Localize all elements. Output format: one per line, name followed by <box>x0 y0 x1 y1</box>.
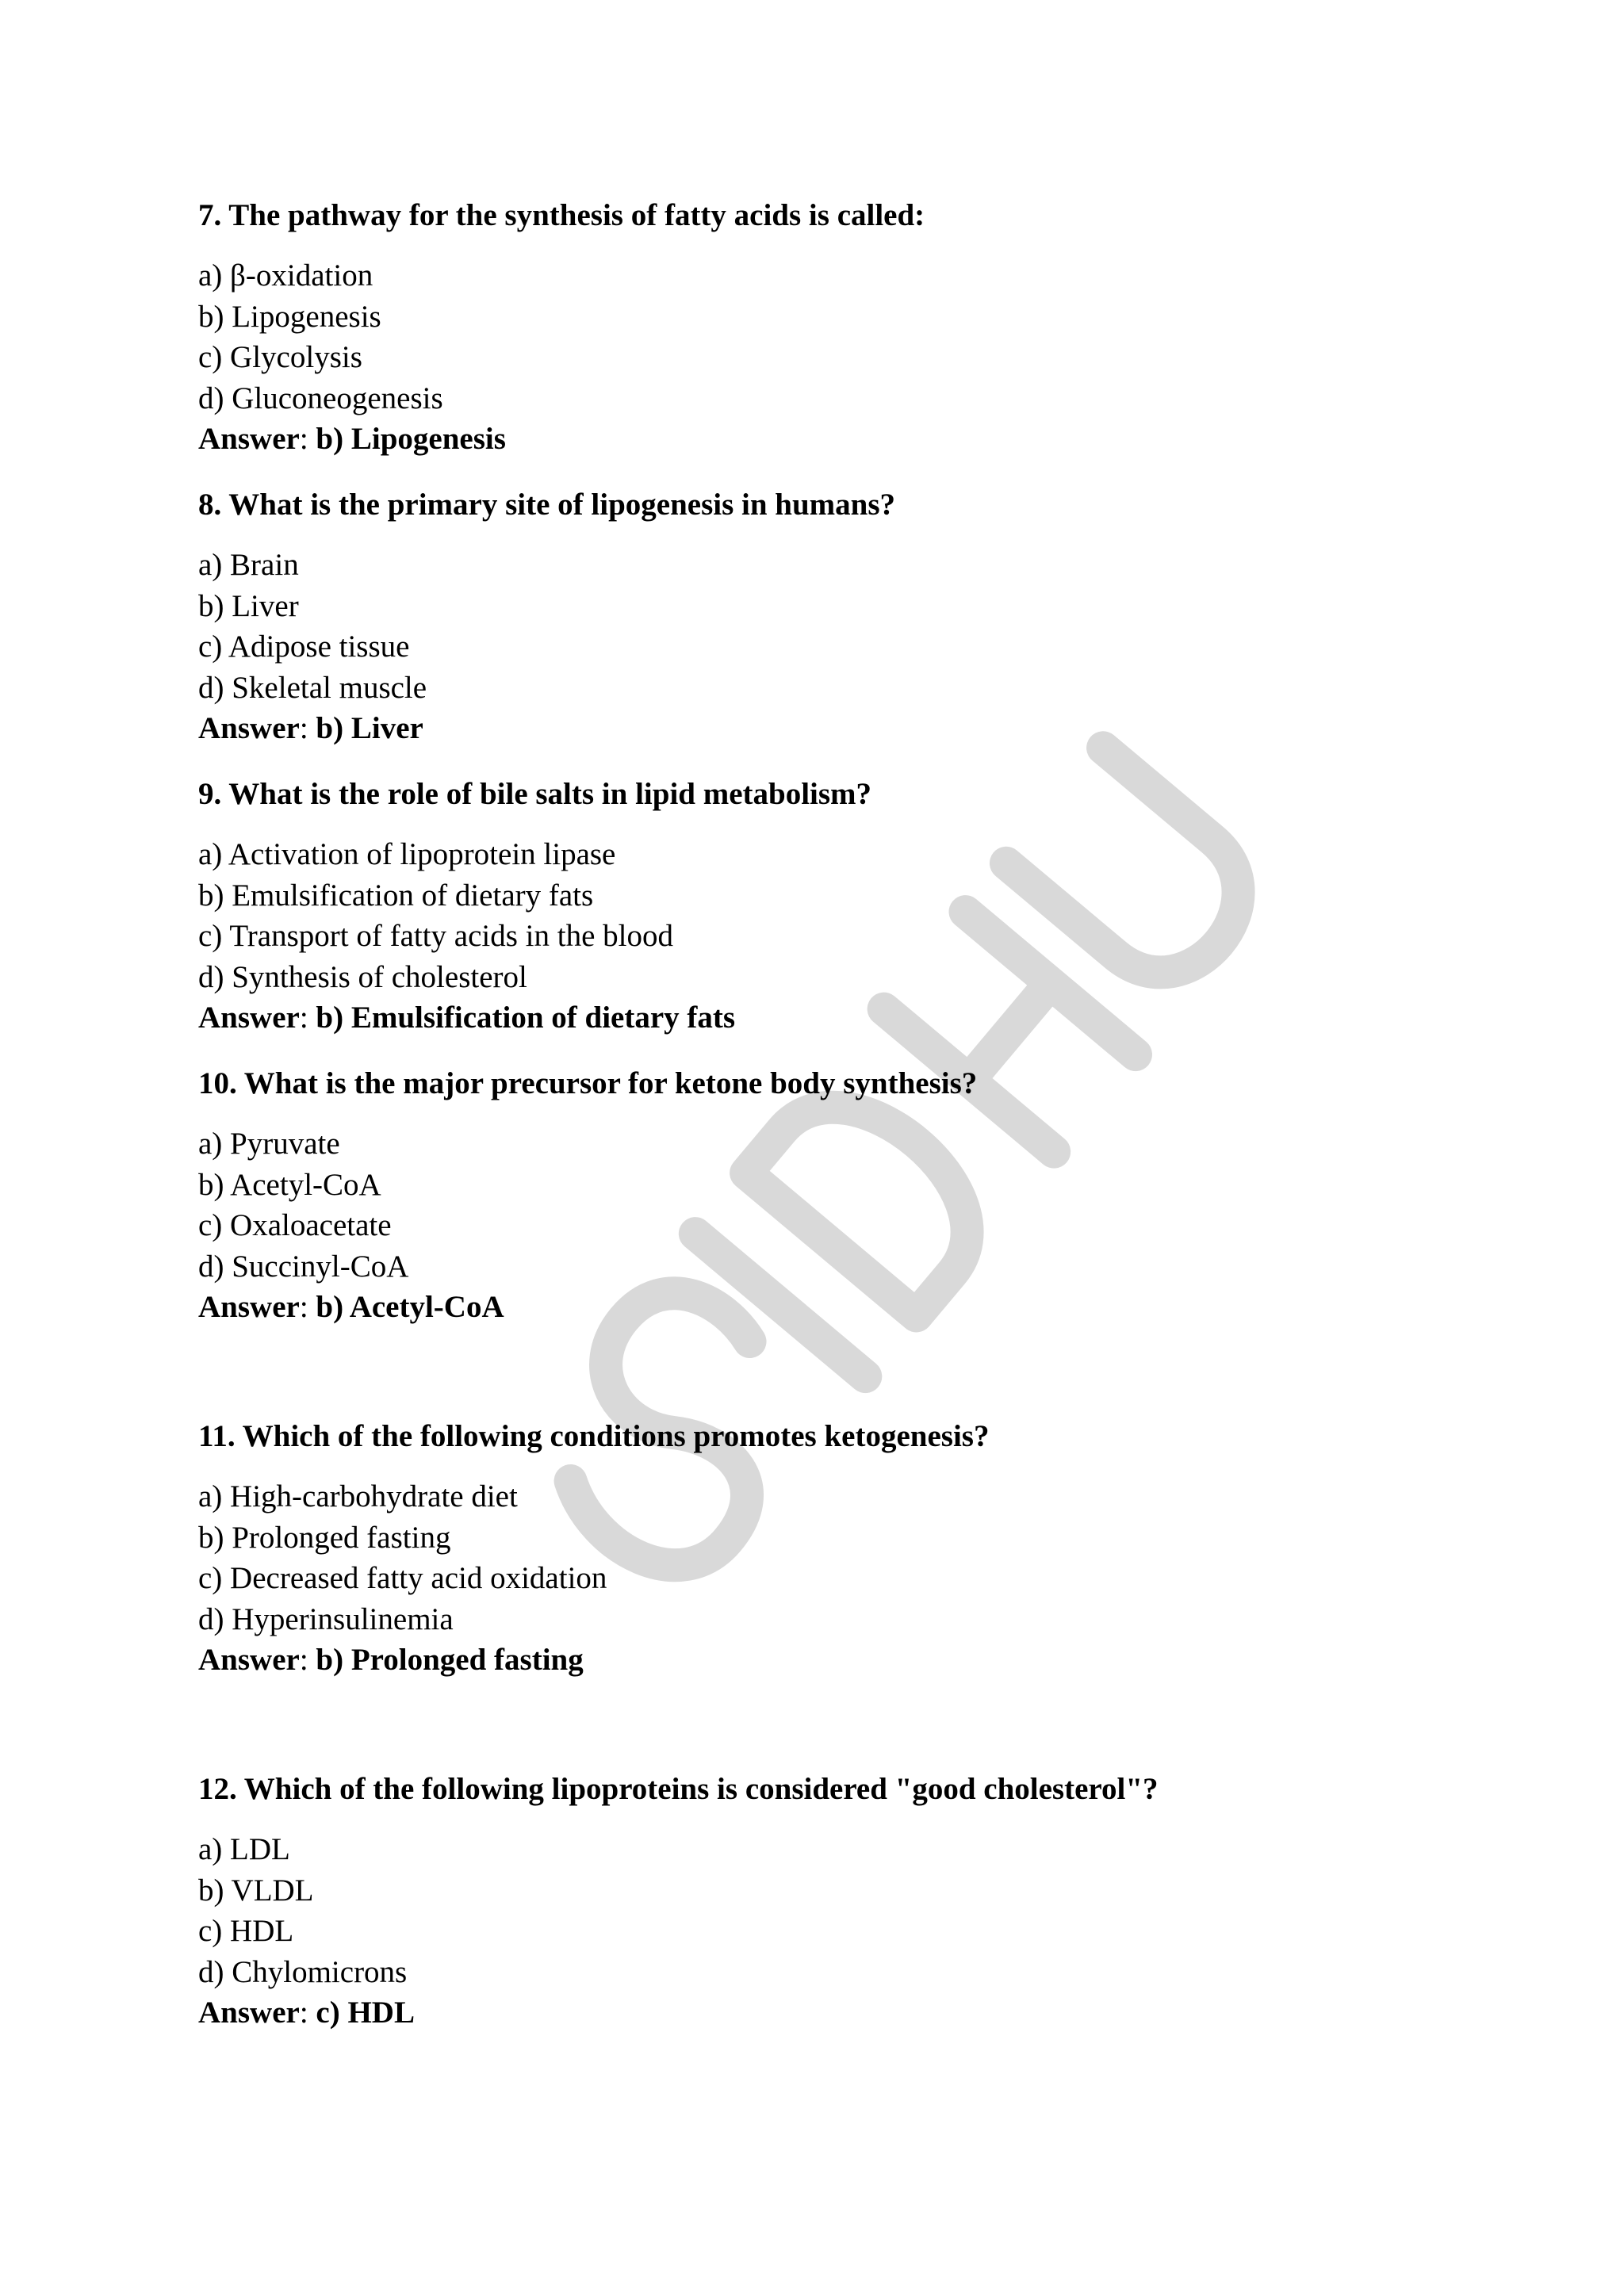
question-title: 12. Which of the following lipoproteins is considered "good cholesterol"? <box>198 1772 1159 1806</box>
answer-line <box>198 1640 1467 1681</box>
answer-value: b) Liver <box>316 711 423 745</box>
answer-separator: : <box>299 1290 316 1324</box>
option: a) Activation of lipoprotein lipase <box>198 837 616 871</box>
answer-line <box>198 997 1467 1039</box>
option: b) Lipogenesis <box>198 299 381 334</box>
question-block <box>198 1769 1467 2034</box>
option: b) VLDL <box>198 1873 314 1908</box>
option: c) Adipose tissue <box>198 629 410 664</box>
option: d) Synthesis of cholesterol <box>198 959 527 994</box>
option: a) Brain <box>198 548 299 582</box>
answer-value: b) Lipogenesis <box>316 422 506 456</box>
question-block <box>198 774 1467 1039</box>
option: d) Gluconeogenesis <box>198 381 443 415</box>
option: a) β-oxidation <box>198 258 373 293</box>
question-block <box>198 484 1467 749</box>
answer-line <box>198 1287 1467 1328</box>
answer-value: b) Prolonged fasting <box>316 1643 584 1677</box>
answer-label: Answer <box>198 711 300 745</box>
answer-value: b) Emulsification of dietary fats <box>316 1001 736 1035</box>
option: d) Skeletal muscle <box>198 670 427 705</box>
answer-label: Answer <box>198 1996 300 2030</box>
option: c) Glycolysis <box>198 340 362 374</box>
answer-value: b) Acetyl-CoA <box>316 1290 504 1324</box>
option: d) Succinyl-CoA <box>198 1249 409 1284</box>
question-title: 9. What is the role of bile salts in lipid metabolism? <box>198 777 872 811</box>
answer-separator: : <box>299 422 316 456</box>
option: a) Pyruvate <box>198 1127 340 1161</box>
option: b) Acetyl-CoA <box>198 1167 381 1202</box>
answer-line <box>198 1992 1467 2034</box>
option: c) Decreased fatty acid oxidation <box>198 1561 607 1595</box>
question-block <box>198 1416 1467 1681</box>
question-title: 7. The pathway for the synthesis of fatty acids is called: <box>198 198 925 232</box>
question-title: 8. What is the primary site of lipogenesis in humans? <box>198 488 896 522</box>
option: a) LDL <box>198 1832 290 1866</box>
answer-separator: : <box>299 1643 316 1677</box>
option: d) Hyperinsulinemia <box>198 1601 454 1636</box>
option: b) Liver <box>198 588 299 623</box>
option: b) Prolonged fasting <box>198 1520 451 1555</box>
option: c) Transport of fatty acids in the blood <box>198 919 673 953</box>
option: c) Oxaloacetate <box>198 1208 392 1242</box>
question-title: 11. Which of the following conditions promotes ketogenesis? <box>198 1419 990 1453</box>
answer-separator: : <box>299 711 316 745</box>
answer-line <box>198 708 1467 749</box>
answer-separator: : <box>299 1001 316 1035</box>
option: a) High-carbohydrate diet <box>198 1479 518 1513</box>
question-block <box>198 1063 1467 1328</box>
answer-value: c) HDL <box>316 1996 415 2030</box>
question-title: 10. What is the major precursor for ketone body synthesis? <box>198 1066 978 1100</box>
answer-label: Answer <box>198 1643 300 1677</box>
question-block <box>198 195 1467 460</box>
option: d) Chylomicrons <box>198 1954 408 1989</box>
answer-label: Answer <box>198 1001 300 1035</box>
option: c) HDL <box>198 1914 294 1948</box>
option: b) Emulsification of dietary fats <box>198 878 594 913</box>
answer-separator: : <box>299 1996 316 2030</box>
answer-label: Answer <box>198 1290 300 1324</box>
answer-label: Answer <box>198 422 300 456</box>
answer-line <box>198 419 1467 460</box>
